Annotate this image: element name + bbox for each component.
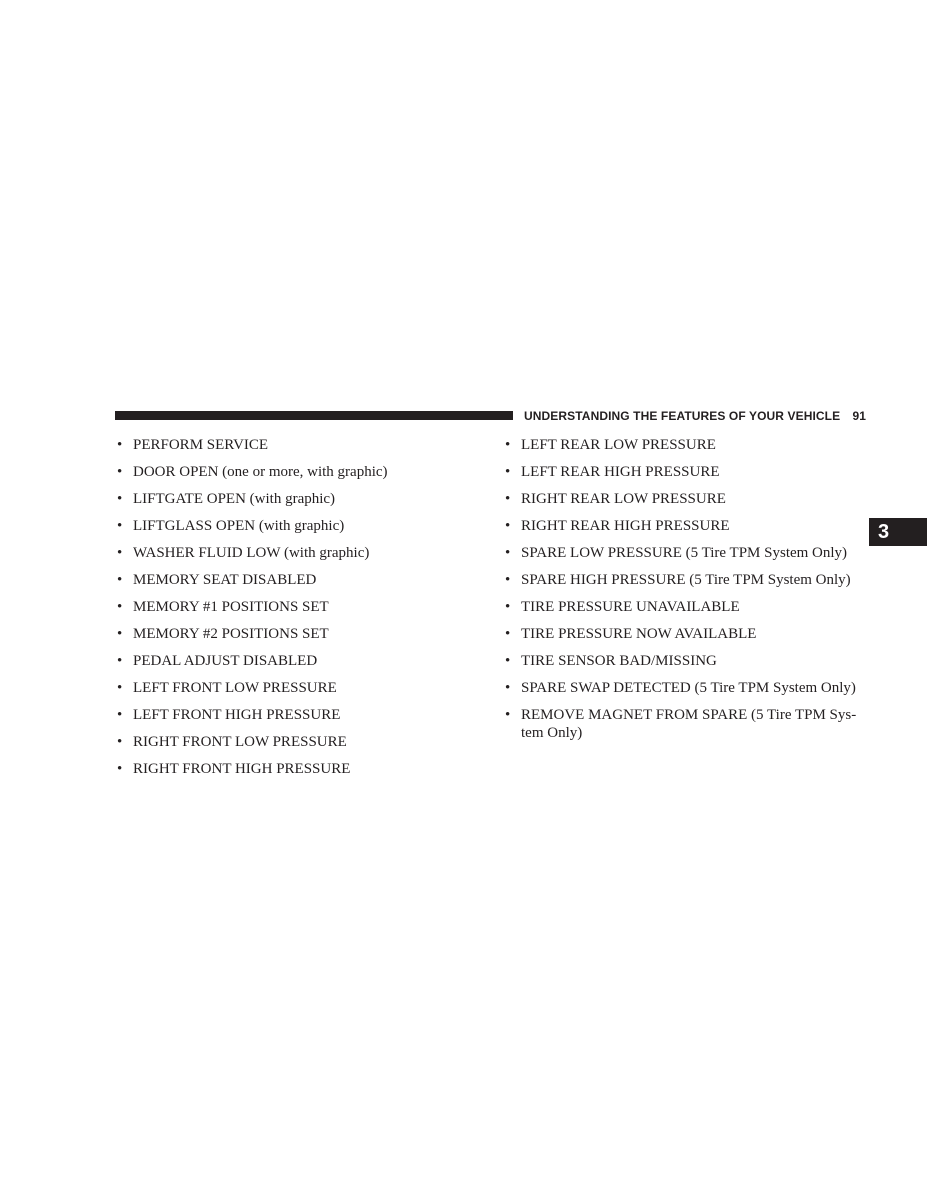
bullet-icon: • [117, 464, 123, 480]
list-item: • RIGHT FRONT HIGH PRESSURE [117, 761, 351, 777]
list-item: • DOOR OPEN (one or more, with graphic) [117, 464, 388, 480]
bullet-icon: • [505, 626, 511, 642]
bullet-icon: • [117, 626, 123, 642]
bullet-icon: • [505, 653, 511, 669]
bullet-icon: • [505, 707, 511, 723]
running-header [524, 408, 866, 424]
list-item: • REMOVE MAGNET FROM SPARE (5 Tire TPM Sys-tem Only) [505, 707, 857, 741]
bullet-icon: • [117, 545, 123, 561]
chapter-tab: 3 [869, 518, 927, 546]
list-item: • LEFT REAR HIGH PRESSURE [505, 464, 720, 480]
list-item: • LEFT REAR LOW PRESSURE [505, 437, 716, 453]
header-rule [115, 411, 513, 420]
bullet-icon: • [505, 437, 511, 453]
bullet-icon: • [505, 545, 511, 561]
list-item: • LEFT FRONT LOW PRESSURE [117, 680, 337, 696]
list-item: • RIGHT FRONT LOW PRESSURE [117, 734, 347, 750]
header-title: UNDERSTANDING THE FEATURES OF YOUR VEHICLE [524, 409, 841, 423]
bullet-icon: • [505, 572, 511, 588]
list-item: • PEDAL ADJUST DISABLED [117, 653, 318, 669]
bullet-icon: • [117, 734, 123, 750]
bullet-icon: • [117, 707, 123, 723]
bullet-icon: • [505, 518, 511, 534]
bullet-icon: • [117, 680, 123, 696]
bullet-icon: • [505, 599, 511, 615]
bullet-icon: • [117, 518, 123, 534]
right-bullet-list [503, 436, 868, 751]
bullet-icon: • [117, 653, 123, 669]
bullet-icon: • [505, 680, 511, 696]
list-item: • LEFT FRONT HIGH PRESSURE [117, 707, 341, 723]
bullet-icon: • [117, 572, 123, 588]
left-bullet-list [115, 436, 485, 787]
list-item: • SPARE LOW PRESSURE (5 Tire TPM System Only) [505, 545, 848, 561]
list-item: • RIGHT REAR LOW PRESSURE [505, 491, 726, 507]
bullet-icon: • [505, 491, 511, 507]
bullet-icon: • [117, 599, 123, 615]
page-number: 91 [852, 409, 866, 423]
bullet-icon: • [117, 437, 123, 453]
list-item: • SPARE HIGH PRESSURE (5 Tire TPM System Only) [505, 572, 851, 588]
list-item: • LIFTGLASS OPEN (with graphic) [117, 518, 345, 534]
list-item: • LIFTGATE OPEN (with graphic) [117, 491, 336, 507]
list-item: • MEMORY #2 POSITIONS SET [117, 626, 329, 642]
list-item: • RIGHT REAR HIGH PRESSURE [505, 518, 730, 534]
list-item: • PERFORM SERVICE [117, 437, 269, 453]
list-item: • MEMORY SEAT DISABLED [117, 572, 317, 588]
list-item: • MEMORY #1 POSITIONS SET [117, 599, 329, 615]
list-item: • WASHER FLUID LOW (with graphic) [117, 545, 370, 561]
bullet-icon: • [117, 491, 123, 507]
list-item: • SPARE SWAP DETECTED (5 Tire TPM System Only) [505, 680, 856, 696]
list-item: • TIRE PRESSURE NOW AVAILABLE [505, 626, 757, 642]
list-item: • TIRE PRESSURE UNAVAILABLE [505, 599, 740, 615]
bullet-icon: • [505, 464, 511, 480]
list-item: • TIRE SENSOR BAD/MISSING [505, 653, 717, 669]
bullet-icon: • [117, 761, 123, 777]
